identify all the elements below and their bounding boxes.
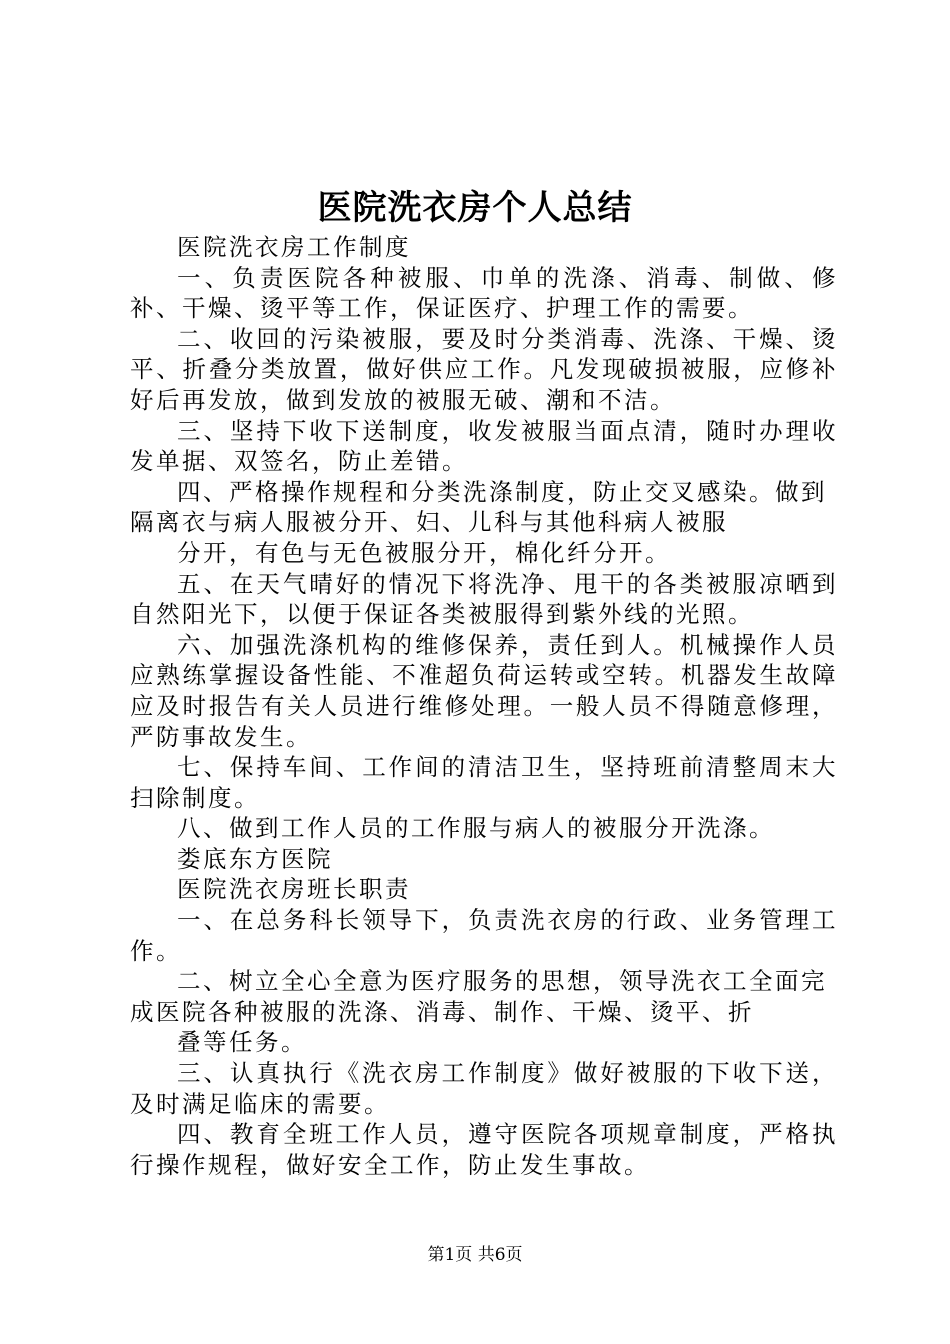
paragraph-duty-4: 四、教育全班工作人员，遵守医院各项规章制度，严格执行操作规程，做好安全工作，防止发生事故。 [130,1120,838,1179]
section-heading-laundry-rules: 医院洗衣房工作制度 [177,233,411,261]
paragraph-rule-5: 五、在天气晴好的情况下将洗净、甩干的各类被服凉晒到自然阳光下，以便于保证各类被服得到紫外线的光照。 [130,569,838,629]
paragraph-rule-3: 三、坚持下收下送制度，收发被服当面点清，随时办理收发单据、双签名，防止差错。 [130,416,838,476]
document-title: 医院洗衣房个人总结 [317,188,633,228]
paragraph-rule-8: 八、做到工作人员的工作服与病人的被服分开洗涤。 [177,814,775,843]
document-body [130,232,838,1180]
paragraph-duty-2-continued: 叠等任务。 [177,1028,307,1057]
paragraph-duty-3: 三、认真执行《洗衣房工作制度》做好被服的下收下送，及时满足临床的需要。 [130,1059,838,1118]
hospital-name: 娄底东方医院 [177,844,333,873]
paragraph-rule-7: 七、保持车间、工作间的清洁卫生，坚持班前清整周末大扫除制度。 [130,753,838,812]
paragraph-rule-4-continued: 分开，有色与无色被服分开，棉化纤分开。 [177,538,671,567]
page-number-footer: 第1页 共6页 [427,1245,523,1265]
paragraph-rule-6: 六、加强洗涤机构的维修保养，责任到人。机械操作人员应熟练掌握设备性能、不准超负荷运转或空转。机器发生故障应及时报告有关人员进行维修处理。一般人员不得随意修理，严防事故发生。 [130,630,838,751]
paragraph-duty-1: 一、在总务科长领导下，负责洗衣房的行政、业务管理工作。 [130,906,838,965]
paragraph-duty-2: 二、树立全心全意为医疗服务的思想，领导洗衣工全面完成医院各种被服的洗涤、消毒、制作、干燥、烫平、折 [130,967,827,1026]
paragraph-rule-2: 二、收回的污染被服，要及时分类消毒、洗涤、干燥、烫平、折叠分类放置，做好供应工作。凡发现破损被服，应修补好后再发放，做到发放的被服无破、潮和不洁。 [130,324,838,414]
section-heading-team-leader-duties: 医院洗衣房班长职责 [177,875,411,904]
paragraph-rule-1: 一、负责医院各种被服、巾单的洗涤、消毒、制做、修补、干燥、烫平等工作，保证医疗、护理工作的需要。 [130,263,838,323]
paragraph-rule-4: 四、严格操作规程和分类洗涤制度，防止交叉感染。做到隔离衣与病人服被分开、妇、儿科与其他科病人被服 [130,477,827,537]
